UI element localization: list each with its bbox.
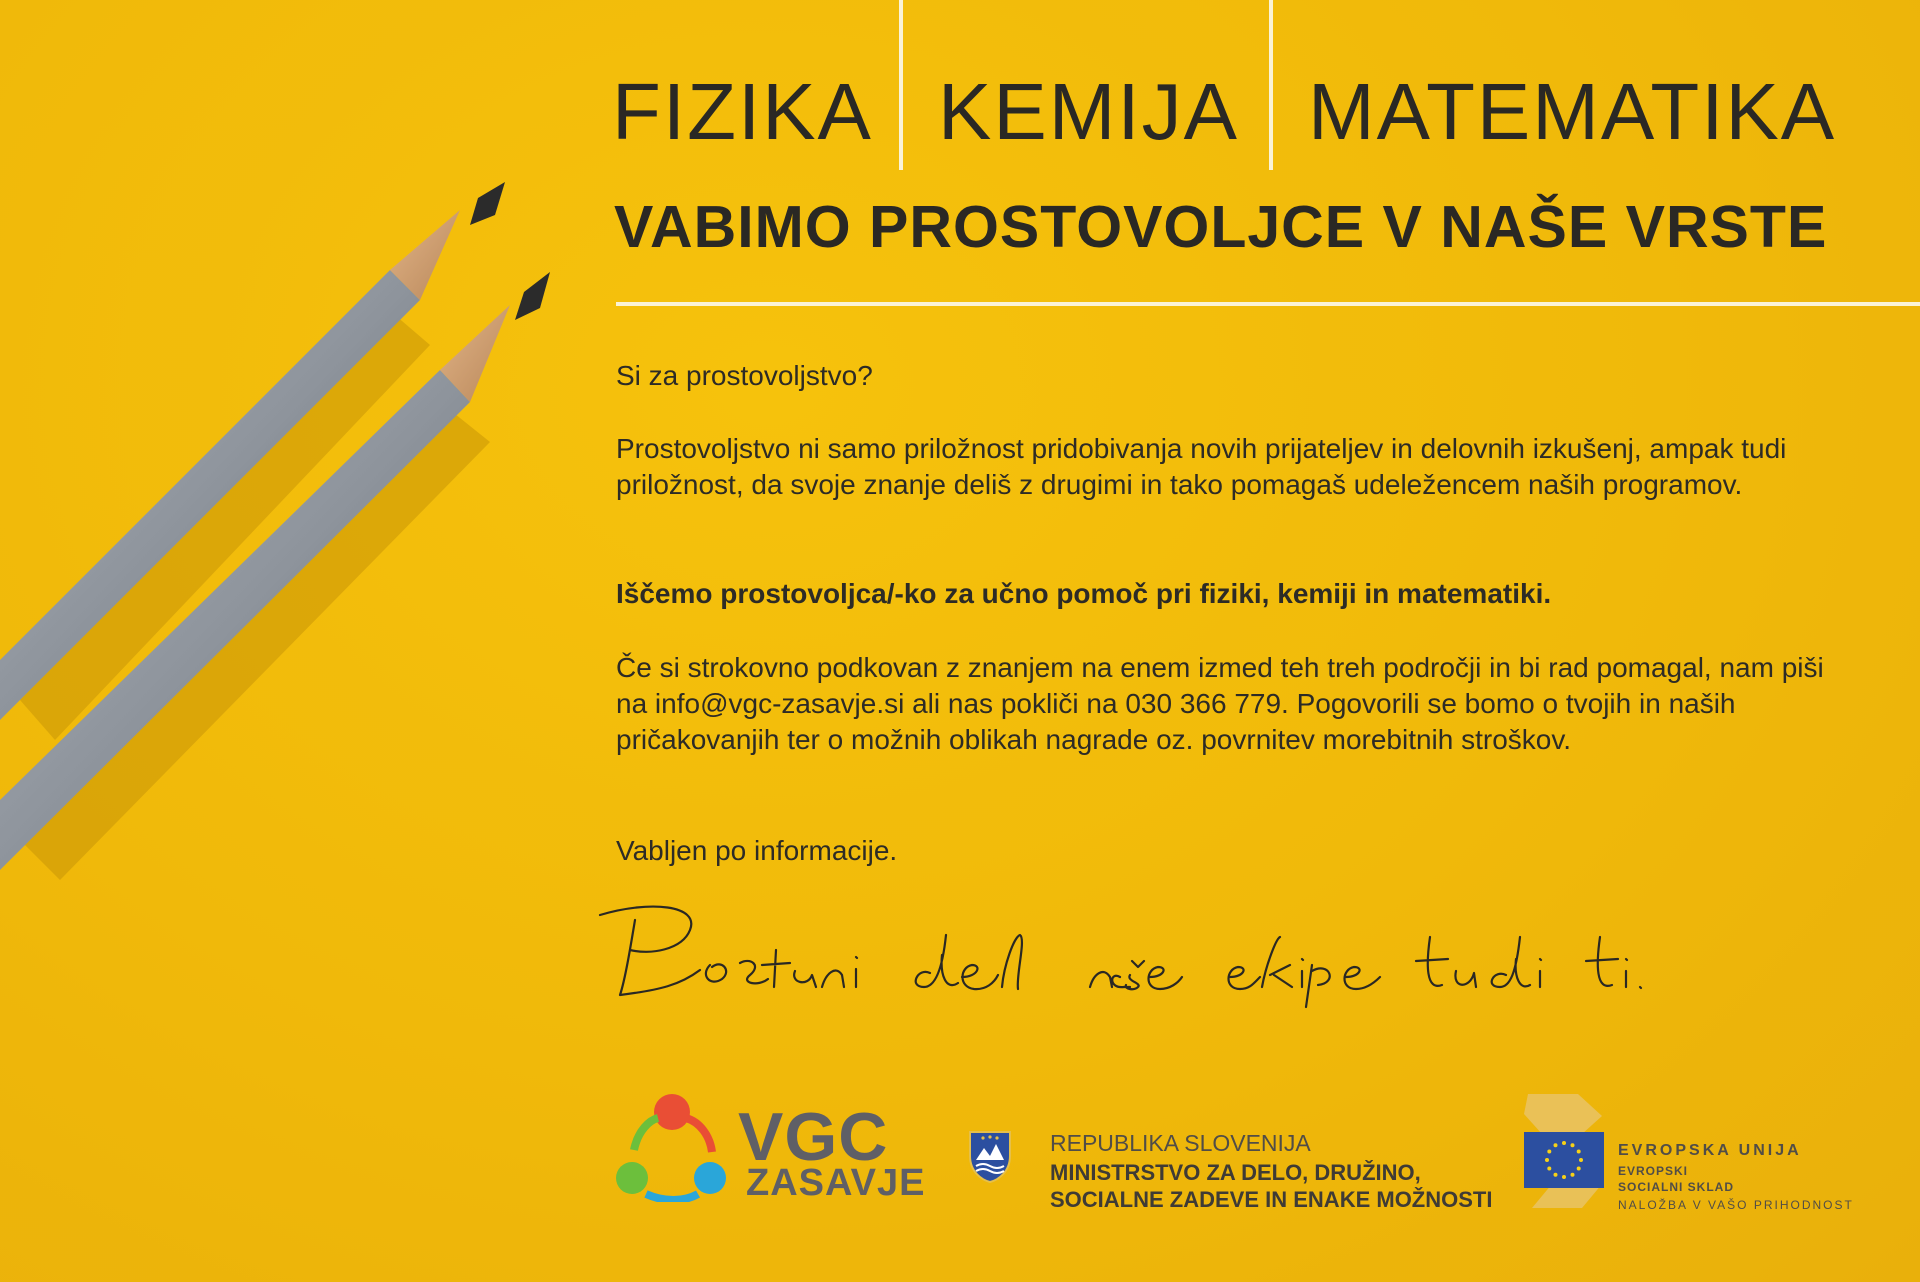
eu-star-icon bbox=[1554, 1173, 1558, 1177]
eu-fund-label-2: SOCIALNI SKLAD bbox=[1618, 1180, 1734, 1194]
vgc-logo-icon bbox=[614, 1090, 730, 1202]
eu-star-icon bbox=[1579, 1158, 1583, 1162]
paragraph-volunteering: Prostovoljstvo ni samo priložnost pridobivanja novih prijateljev in delovnih izkušenj, ampak tudi priložnost, da svoje znanje deliš z drugimi in tako pomagaš udeležencem naših programov. bbox=[616, 433, 1787, 500]
eu-star-icon bbox=[1562, 1175, 1566, 1179]
vgc-logo-name: VGC bbox=[738, 1099, 889, 1175]
eu-star-icon bbox=[1571, 1143, 1575, 1147]
slovenia-coat-of-arms-icon bbox=[968, 1130, 1012, 1184]
pencils-illustration bbox=[0, 180, 600, 900]
paragraph-contact: Če si strokovno podkovan z znanjem na enem izmed teh treh področji in bi rad pomagal, nam piši na info@vgc-zasavje.si ali nas pokliči na 030 366 779. Pogovorili se bomo o tvojih in naših pričakovanjih ter o možnih oblikah nagrade oz. povrnitev morebitnih stroškov. bbox=[616, 652, 1824, 755]
eu-flag-icon bbox=[1524, 1132, 1604, 1188]
paragraph-closing: Vabljen po informacije. bbox=[616, 835, 898, 866]
eu-star-icon bbox=[1562, 1141, 1566, 1145]
subject-matematika: MATEMATIKA bbox=[1308, 67, 1837, 156]
vertical-divider bbox=[1269, 0, 1273, 170]
subject-kemija: KEMIJA bbox=[938, 67, 1239, 156]
vertical-divider bbox=[899, 0, 903, 170]
ministry-country: REPUBLIKA SLOVENIJA bbox=[1050, 1130, 1311, 1156]
eu-star-icon bbox=[1577, 1167, 1581, 1171]
eu-star-icon bbox=[1554, 1143, 1558, 1147]
horizontal-divider bbox=[616, 302, 1920, 306]
eu-slogan: NALOŽBA V VAŠO PRIHODNOST bbox=[1618, 1198, 1854, 1212]
eu-union-label: EVROPSKA UNIJA bbox=[1618, 1142, 1802, 1159]
logos-row bbox=[0, 1080, 1920, 1220]
eu-star-icon bbox=[1545, 1158, 1549, 1162]
signature-handwriting bbox=[590, 895, 1770, 1015]
eu-star-icon bbox=[1577, 1150, 1581, 1154]
subject-fizika: FIZIKA bbox=[612, 67, 873, 156]
paragraph-highlight: Iščemo prostovoljca/-ko za učno pomoč pri fiziki, kemiji in matematiki. bbox=[616, 578, 1552, 609]
eu-fund-label-1: EVROPSKI bbox=[1618, 1164, 1689, 1178]
eu-star-icon bbox=[1547, 1167, 1551, 1171]
eu-star-icon bbox=[1571, 1173, 1575, 1177]
headline: VABIMO PROSTOVOLJCE V NAŠE VRSTE bbox=[614, 194, 1828, 260]
intro-question: Si za prostovoljstvo? bbox=[616, 360, 873, 391]
ministry-name-line1: MINISTRSTVO ZA DELO, DRUŽINO, bbox=[1050, 1160, 1421, 1185]
eu-star-icon bbox=[1547, 1150, 1551, 1154]
vgc-logo-sub: ZASAVJE bbox=[746, 1162, 926, 1204]
ministry-name-line2: SOCIALNE ZADEVE IN ENAKE MOŽNOSTI bbox=[1050, 1187, 1493, 1212]
